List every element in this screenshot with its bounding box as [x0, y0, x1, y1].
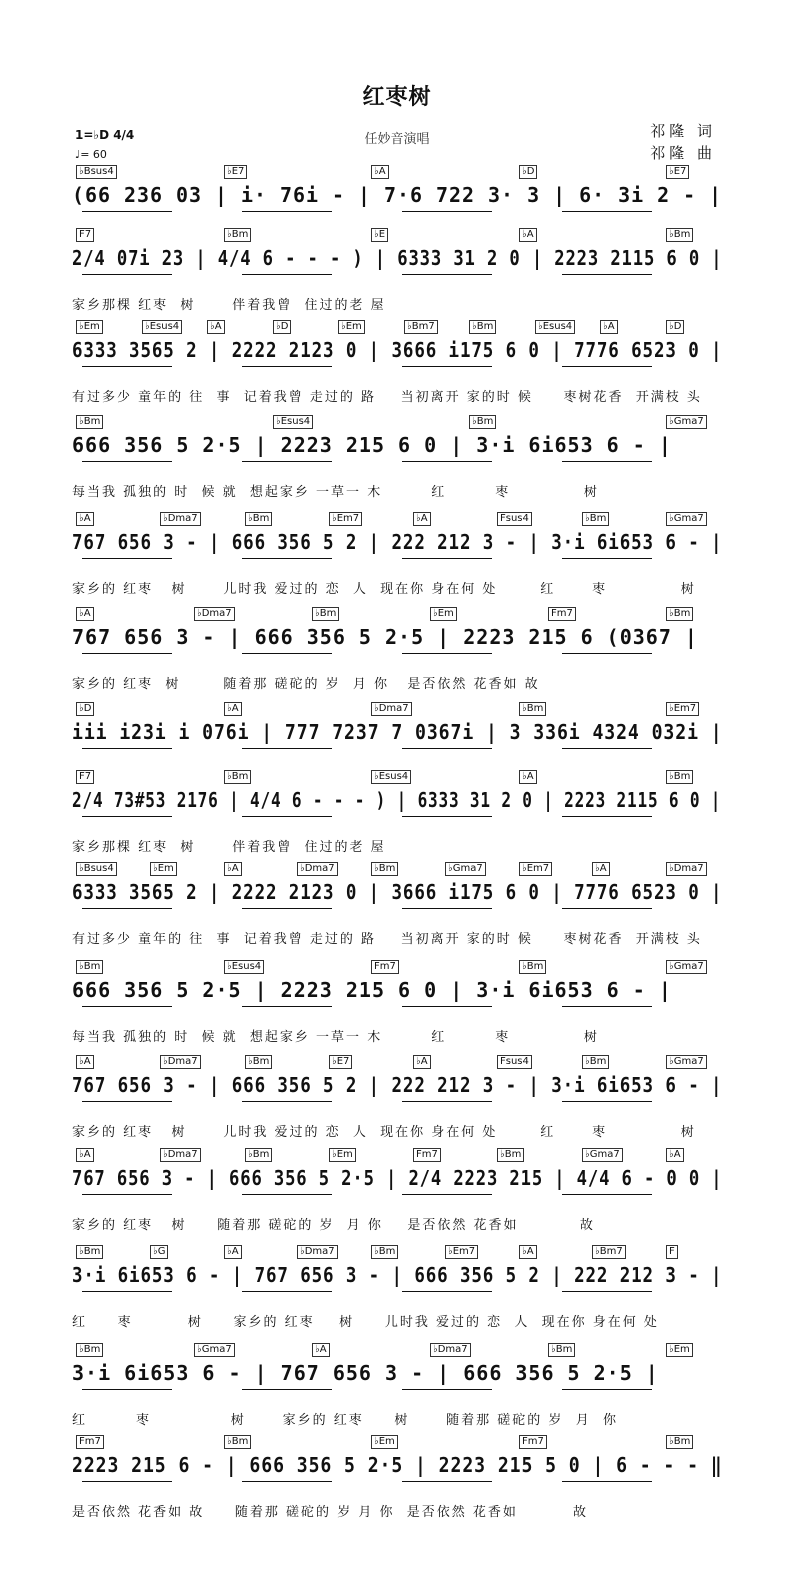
- lyrics-line: 有过多少 童年的 往 事 记着我曾 走过的 路 当初离开 家的时 候 枣树花香 开满枝 头: [72, 390, 702, 405]
- chord-symbol: ♭Bm: [76, 1343, 103, 1357]
- score-system: [72, 1435, 722, 1530]
- beam-line: [402, 1194, 492, 1195]
- beam-line: [562, 1481, 652, 1482]
- jianpu-notes: 767 656 3 - | 666 356 5 2 | 222 212 3 - | 3·i 6i653 6 - |: [72, 530, 723, 554]
- chord-symbol: ♭Em7: [445, 1245, 478, 1259]
- composer-credit: 祁隆 曲: [650, 144, 716, 162]
- beam-line: [562, 1194, 652, 1195]
- notation-row: [72, 1166, 722, 1210]
- chord-symbol: ♭Bm: [548, 1343, 575, 1357]
- jianpu-notes: 6333 3565 2 | 2222 2123 0 | 3666 i175 6 0 | 7776 6523 0 |: [72, 880, 723, 904]
- beam-line: [242, 748, 332, 749]
- beam-line: [242, 558, 332, 559]
- beam-line: [82, 1481, 172, 1482]
- jianpu-notes: 6333 3565 2 | 2222 2123 0 | 3666 i175 6 0 | 7776 6523 0 |: [72, 338, 723, 362]
- beam-line: [402, 1006, 492, 1007]
- beam-line: [402, 653, 492, 654]
- lyrics-line: 家乡那棵 红枣 树 伴着我曾 住过的老 屋: [72, 840, 386, 855]
- chord-symbol: ♭Gma7: [666, 512, 707, 526]
- notation-row: [72, 1453, 722, 1497]
- song-title: 红枣树: [362, 85, 432, 110]
- chord-symbol: ♭Em: [430, 607, 457, 621]
- beam-line: [242, 1101, 332, 1102]
- chord-symbol: ♭A: [76, 512, 94, 526]
- beam-line: [242, 1291, 332, 1292]
- chord-row: [72, 607, 722, 623]
- chord-symbol: ♭Em7: [329, 512, 362, 526]
- chord-symbol: Fm7: [413, 1148, 441, 1162]
- chord-symbol: ♭Gma7: [666, 1055, 707, 1069]
- chord-symbol: ♭Bm: [224, 228, 251, 242]
- chord-symbol: ♭Dma7: [194, 607, 235, 621]
- chord-row: [72, 1055, 722, 1071]
- chord-symbol: ♭Bm: [469, 320, 496, 334]
- beam-line: [562, 1389, 652, 1390]
- lyrics-line: 家乡那棵 红枣 树 伴着我曾 住过的老 屋: [72, 298, 386, 313]
- chord-symbol: ♭A: [519, 228, 537, 242]
- chord-symbol: ♭A: [413, 1055, 431, 1069]
- lyrics-line: 家乡的 红枣 树 儿时我 爱过的 恋 人 现在你 身在何 处 红 枣 树: [72, 582, 696, 597]
- chord-symbol: Fsus4: [497, 512, 532, 526]
- beam-line: [402, 816, 492, 817]
- chord-symbol: ♭Bm: [666, 607, 693, 621]
- beam-line: [242, 211, 332, 212]
- notation-row: [72, 720, 722, 764]
- chord-row: [72, 1343, 722, 1359]
- notation-row: [72, 880, 722, 924]
- score-system: [72, 415, 722, 510]
- chord-symbol: ♭A: [666, 1148, 684, 1162]
- beam-line: [562, 558, 652, 559]
- beam-line: [82, 1006, 172, 1007]
- chord-symbol: ♭Bm: [519, 960, 546, 974]
- jianpu-notes: 3·i 6i653 6 - | 767 656 3 - | 666 356 5 2 | 222 212 3 - |: [72, 1263, 723, 1287]
- chord-symbol: ♭A: [224, 862, 242, 876]
- chord-row: [72, 320, 722, 336]
- tempo-marking: ♩= 60: [75, 148, 107, 161]
- chord-symbol: ♭Dma7: [160, 512, 201, 526]
- notation-row: [72, 788, 722, 832]
- jianpu-notes: 767 656 3 - | 666 356 5 2·5 | 2223 215 6 (0367 |: [72, 625, 698, 649]
- chord-symbol: ♭Gma7: [666, 960, 707, 974]
- notation-row: [72, 1263, 722, 1307]
- chord-symbol: ♭E: [371, 228, 388, 242]
- notation-row: [72, 530, 722, 574]
- lyrics-line: 红 枣 树 家乡的 红枣 树 随着那 磋砣的 岁 月 你: [72, 1413, 618, 1428]
- beam-line: [402, 211, 492, 212]
- notation-row: [72, 625, 722, 669]
- chord-symbol: F7: [76, 770, 94, 784]
- score-system: [72, 1245, 722, 1340]
- chord-symbol: ♭Bm: [224, 1435, 251, 1449]
- chord-symbol: ♭Bm: [666, 1435, 693, 1449]
- chord-symbol: Fm7: [76, 1435, 104, 1449]
- beam-line: [242, 816, 332, 817]
- beam-line: [402, 274, 492, 275]
- chord-symbol: ♭Dma7: [160, 1055, 201, 1069]
- beam-line: [402, 1481, 492, 1482]
- beam-line: [402, 1101, 492, 1102]
- beam-line: [402, 366, 492, 367]
- lyrics-line: 红 枣 树 家乡的 红枣 树 儿时我 爱过的 恋 人 现在你 身在何 处: [72, 1315, 659, 1330]
- jianpu-notes: 2223 215 6 - | 666 356 5 2·5 | 2223 215 5 0 | 6 - - - ‖: [72, 1453, 723, 1477]
- score-system: [72, 960, 722, 1055]
- chord-symbol: ♭Dma7: [430, 1343, 471, 1357]
- lyrics-line: 有过多少 童年的 往 事 记着我曾 走过的 路 当初离开 家的时 候 枣树花香 开满枝 头: [72, 932, 702, 947]
- chord-symbol: ♭Gma7: [445, 862, 486, 876]
- chord-symbol: ♭A: [519, 1245, 537, 1259]
- chord-symbol: ♭D: [273, 320, 291, 334]
- score-system: [72, 512, 722, 607]
- notation-row: [72, 1073, 722, 1117]
- chord-symbol: ♭Bm: [224, 770, 251, 784]
- chord-symbol: ♭Gma7: [666, 415, 707, 429]
- chord-symbol: ♭Dma7: [371, 702, 412, 716]
- chord-symbol: ♭Bm: [469, 415, 496, 429]
- chord-symbol: ♭Esus4: [371, 770, 411, 784]
- beam-line: [82, 366, 172, 367]
- chord-symbol: ♭Bm: [371, 1245, 398, 1259]
- beam-line: [242, 908, 332, 909]
- beam-line: [562, 461, 652, 462]
- chord-symbol: ♭A: [519, 770, 537, 784]
- notation-row: [72, 183, 722, 227]
- beam-line: [242, 461, 332, 462]
- beam-line: [82, 908, 172, 909]
- notation-row: [72, 246, 722, 290]
- chord-symbol: ♭Bm: [76, 415, 103, 429]
- chord-symbol: ♭Bm: [245, 1055, 272, 1069]
- chord-symbol: ♭Bm7: [592, 1245, 626, 1259]
- beam-line: [402, 1291, 492, 1292]
- chord-symbol: ♭A: [224, 702, 242, 716]
- chord-symbol: ♭Bm: [371, 862, 398, 876]
- jianpu-notes: 767 656 3 - | 666 356 5 2 | 222 212 3 - | 3·i 6i653 6 - |: [72, 1073, 723, 1097]
- chord-symbol: ♭Dma7: [666, 862, 707, 876]
- chord-symbol: ♭Bm: [245, 512, 272, 526]
- chord-symbol: ♭E7: [666, 165, 689, 179]
- chord-row: [72, 1148, 722, 1164]
- chord-symbol: ♭Em: [76, 320, 103, 334]
- chord-row: [72, 415, 722, 431]
- chord-symbol: Fm7: [548, 607, 576, 621]
- chord-symbol: ♭A: [76, 1055, 94, 1069]
- lyrics-line: 是否依然 花香如 故 随着那 磋砣的 岁 月 你 是否依然 花香如 故: [72, 1505, 589, 1520]
- notation-row: [72, 433, 722, 477]
- score-system: [72, 228, 722, 323]
- beam-line: [562, 1006, 652, 1007]
- beam-line: [562, 908, 652, 909]
- jianpu-notes: iii i23i i 076i | 777 7237 7 0367i | 3 336i 4324 032i |: [72, 720, 723, 744]
- beam-line: [242, 366, 332, 367]
- chord-symbol: ♭A: [76, 1148, 94, 1162]
- chord-symbol: ♭Bm: [76, 960, 103, 974]
- jianpu-notes: 767 656 3 - | 666 356 5 2·5 | 2/4 2223 215 | 4/4 6 - 0 0 |: [72, 1166, 723, 1190]
- chord-symbol: ♭A: [207, 320, 225, 334]
- chord-row: [72, 1435, 722, 1451]
- chord-symbol: ♭Bm: [666, 228, 693, 242]
- beam-line: [82, 1389, 172, 1390]
- beam-line: [82, 461, 172, 462]
- notation-row: [72, 338, 722, 382]
- chord-row: [72, 228, 722, 244]
- chord-symbol: ♭A: [224, 1245, 242, 1259]
- chord-symbol: Fsus4: [497, 1055, 532, 1069]
- chord-symbol: ♭Bm: [497, 1148, 524, 1162]
- chord-symbol: Fm7: [371, 960, 399, 974]
- score-system: [72, 607, 722, 702]
- beam-line: [82, 274, 172, 275]
- chord-symbol: ♭A: [592, 862, 610, 876]
- jianpu-notes: 2/4 73#53 2176 | 4/4 6 - - - ) | 6333 31 2 0 | 2223 2115 6 0 |: [72, 788, 722, 812]
- score-system: [72, 770, 722, 865]
- chord-symbol: ♭Em: [371, 1435, 398, 1449]
- singer-credit: 任妙音演唱: [364, 132, 430, 147]
- chord-symbol: ♭Em: [150, 862, 177, 876]
- chord-row: [72, 862, 722, 878]
- chord-symbol: ♭E7: [224, 165, 247, 179]
- beam-line: [242, 274, 332, 275]
- beam-line: [402, 558, 492, 559]
- beam-line: [82, 1291, 172, 1292]
- chord-symbol: ♭A: [312, 1343, 330, 1357]
- chord-symbol: ♭G: [150, 1245, 168, 1259]
- beam-line: [562, 1101, 652, 1102]
- beam-line: [242, 1389, 332, 1390]
- beam-line: [242, 1006, 332, 1007]
- key-signature: 1=♭D 4/4: [75, 128, 135, 142]
- jianpu-notes: 666 356 5 2·5 | 2223 215 6 0 | 3·i 6i653 6 - |: [72, 433, 672, 457]
- chord-row: [72, 512, 722, 528]
- chord-symbol: ♭Gma7: [582, 1148, 623, 1162]
- chord-symbol: ♭Em: [666, 1343, 693, 1357]
- score-system: [72, 1343, 722, 1438]
- beam-line: [562, 748, 652, 749]
- beam-line: [562, 366, 652, 367]
- chord-symbol: ♭Bm: [312, 607, 339, 621]
- notation-row: [72, 978, 722, 1022]
- beam-line: [402, 1389, 492, 1390]
- chord-symbol: ♭Esus4: [224, 960, 264, 974]
- chord-row: [72, 702, 722, 718]
- lyrics-line: 每当我 孤独的 时 候 就 想起家乡 一草一 木 红 枣 树: [72, 485, 599, 500]
- jianpu-notes: 3·i 6i653 6 - | 767 656 3 - | 666 356 5 2·5 |: [72, 1361, 659, 1385]
- beam-line: [82, 1101, 172, 1102]
- jianpu-notes: 666 356 5 2·5 | 2223 215 6 0 | 3·i 6i653 6 - |: [72, 978, 672, 1002]
- beam-line: [402, 461, 492, 462]
- beam-line: [562, 816, 652, 817]
- chord-symbol: ♭D: [76, 702, 94, 716]
- chord-symbol: ♭Em: [329, 1148, 356, 1162]
- chord-symbol: ♭Dma7: [297, 862, 338, 876]
- chord-symbol: ♭Bm7: [404, 320, 438, 334]
- chord-symbol: ♭Dma7: [160, 1148, 201, 1162]
- beam-line: [562, 274, 652, 275]
- chord-symbol: F: [666, 1245, 678, 1259]
- beam-line: [82, 558, 172, 559]
- chord-symbol: ♭A: [371, 165, 389, 179]
- credits: [650, 120, 716, 164]
- lyrics-line: 家乡的 红枣 树 随着那 磋砣的 岁 月 你 是否依然 花香如 故: [72, 677, 540, 692]
- chord-symbol: ♭Bm: [245, 1148, 272, 1162]
- chord-row: [72, 165, 722, 181]
- beam-line: [82, 653, 172, 654]
- beam-line: [82, 748, 172, 749]
- chord-symbol: ♭Gma7: [194, 1343, 235, 1357]
- chord-symbol: ♭Bm: [519, 702, 546, 716]
- chord-symbol: ♭Esus4: [535, 320, 575, 334]
- lyricist-credit: 祁隆 词: [650, 122, 716, 140]
- chord-symbol: ♭Dma7: [297, 1245, 338, 1259]
- beam-line: [82, 1194, 172, 1195]
- chord-symbol: ♭A: [600, 320, 618, 334]
- beam-line: [402, 748, 492, 749]
- lyrics-line: 家乡的 红枣 树 随着那 磋砣的 岁 月 你 是否依然 花香如 故: [72, 1218, 595, 1233]
- chord-row: [72, 770, 722, 786]
- chord-symbol: ♭Esus4: [273, 415, 313, 429]
- chord-symbol: ♭Bm: [666, 770, 693, 784]
- chord-symbol: Fm7: [519, 1435, 547, 1449]
- chord-symbol: ♭Em: [338, 320, 365, 334]
- chord-symbol: ♭Em7: [519, 862, 552, 876]
- chord-symbol: ♭Bsus4: [76, 862, 117, 876]
- score-system: [72, 1148, 722, 1243]
- score-system: [72, 862, 722, 957]
- chord-symbol: ♭A: [413, 512, 431, 526]
- beam-line: [82, 211, 172, 212]
- chord-symbol: ♭Bm: [76, 1245, 103, 1259]
- score-system: [72, 1055, 722, 1150]
- chord-row: [72, 960, 722, 976]
- chord-symbol: ♭Em7: [666, 702, 699, 716]
- beam-line: [562, 211, 652, 212]
- chord-symbol: F7: [76, 228, 94, 242]
- beam-line: [82, 816, 172, 817]
- chord-symbol: ♭Bsus4: [76, 165, 117, 179]
- chord-row: [72, 1245, 722, 1261]
- jianpu-notes: 2/4 07i 23 | 4/4 6 - - - ) | 6333 31 2 0 | 2223 2115 6 0 |: [72, 246, 723, 270]
- chord-symbol: ♭Esus4: [142, 320, 182, 334]
- notation-row: [72, 1361, 722, 1405]
- lyrics-line: 家乡的 红枣 树 儿时我 爱过的 恋 人 现在你 身在何 处 红 枣 树: [72, 1125, 696, 1140]
- chord-symbol: ♭A: [76, 607, 94, 621]
- chord-symbol: ♭E7: [329, 1055, 352, 1069]
- chord-symbol: ♭Bm: [582, 512, 609, 526]
- chord-symbol: ♭D: [519, 165, 537, 179]
- beam-line: [242, 653, 332, 654]
- beam-line: [242, 1194, 332, 1195]
- beam-line: [562, 1291, 652, 1292]
- beam-line: [402, 908, 492, 909]
- chord-symbol: ♭Bm: [582, 1055, 609, 1069]
- beam-line: [242, 1481, 332, 1482]
- jianpu-notes: (66 236 03 | i· 76i - | 7·6 722 3· 3 | 6· 3i 2 - |: [72, 183, 723, 207]
- beam-line: [562, 653, 652, 654]
- score-system: [72, 320, 722, 415]
- lyrics-line: 每当我 孤独的 时 候 就 想起家乡 一草一 木 红 枣 树: [72, 1030, 599, 1045]
- chord-symbol: ♭D: [666, 320, 684, 334]
